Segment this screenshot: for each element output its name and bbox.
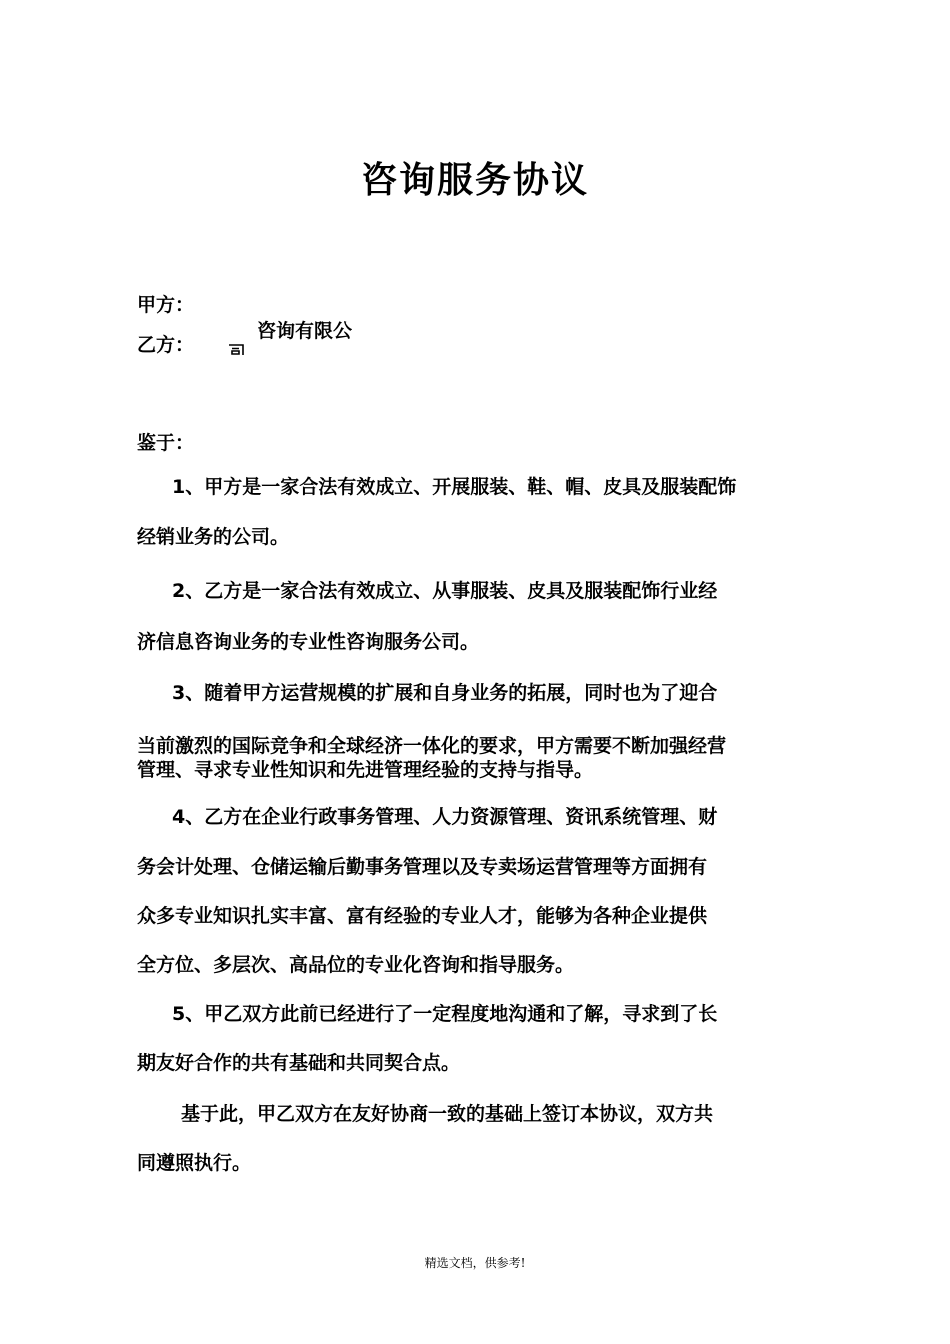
- paragraph-line: 管理、寻求专业性知识和先进管理经验的支持与指导。: [137, 759, 594, 781]
- paragraph-line: 5、甲乙双方此前已经进行了一定程度地沟通和了解，寻求到了长: [172, 1003, 718, 1025]
- document-title: 咨询服务协议: [360, 160, 589, 201]
- paragraph-line: 务会计处理、仓储运输后勤事务管理以及专卖场运营管理等方面拥有: [137, 856, 708, 878]
- paragraph-line: 当前激烈的国际竞争和全球经济一体化的要求，甲方需要不断加强经营: [137, 735, 727, 757]
- paragraph-line: 3、随着甲方运营规模的扩展和自身业务的拓展，同时也为了迎合: [172, 682, 718, 704]
- paragraph-line: 全方位、多层次、高品位的专业化咨询和指导服务。: [137, 954, 575, 976]
- party-b-label: 乙方：: [137, 334, 195, 356]
- page-footer: 精选文档，供参考!: [424, 1256, 526, 1270]
- party-a-label: 甲方：: [137, 294, 195, 316]
- party-b-overflow-char: [228, 344, 245, 356]
- paragraph-line: 同遵照执行。: [137, 1152, 252, 1174]
- paragraph-line: 众多专业知识扎实丰富、富有经验的专业人才，能够为各种企业提供: [137, 905, 708, 927]
- paragraph-line: 2、乙方是一家合法有效成立、从事服装、皮具及服装配饰行业经: [172, 580, 718, 602]
- paragraph-line: 济信息咨询业务的专业性咨询服务公司。: [137, 631, 480, 653]
- paragraph-line: 经销业务的公司。: [137, 526, 290, 548]
- paragraph-line: 4、乙方在企业行政事务管理、人力资源管理、资讯系统管理、财: [172, 806, 718, 828]
- party-b-name: 咨询有限公: [257, 320, 353, 342]
- paragraph-line: 基于此，甲乙双方在友好协商一致的基础上签订本协议，双方共: [181, 1103, 714, 1125]
- paragraph-line: 1、甲方是一家合法有效成立、开展服装、鞋、帽、皮具及服装配饰: [172, 476, 737, 498]
- paragraph-line: 期友好合作的共有基础和共同契合点。: [137, 1052, 461, 1074]
- whereas-label: 鉴于：: [137, 432, 195, 454]
